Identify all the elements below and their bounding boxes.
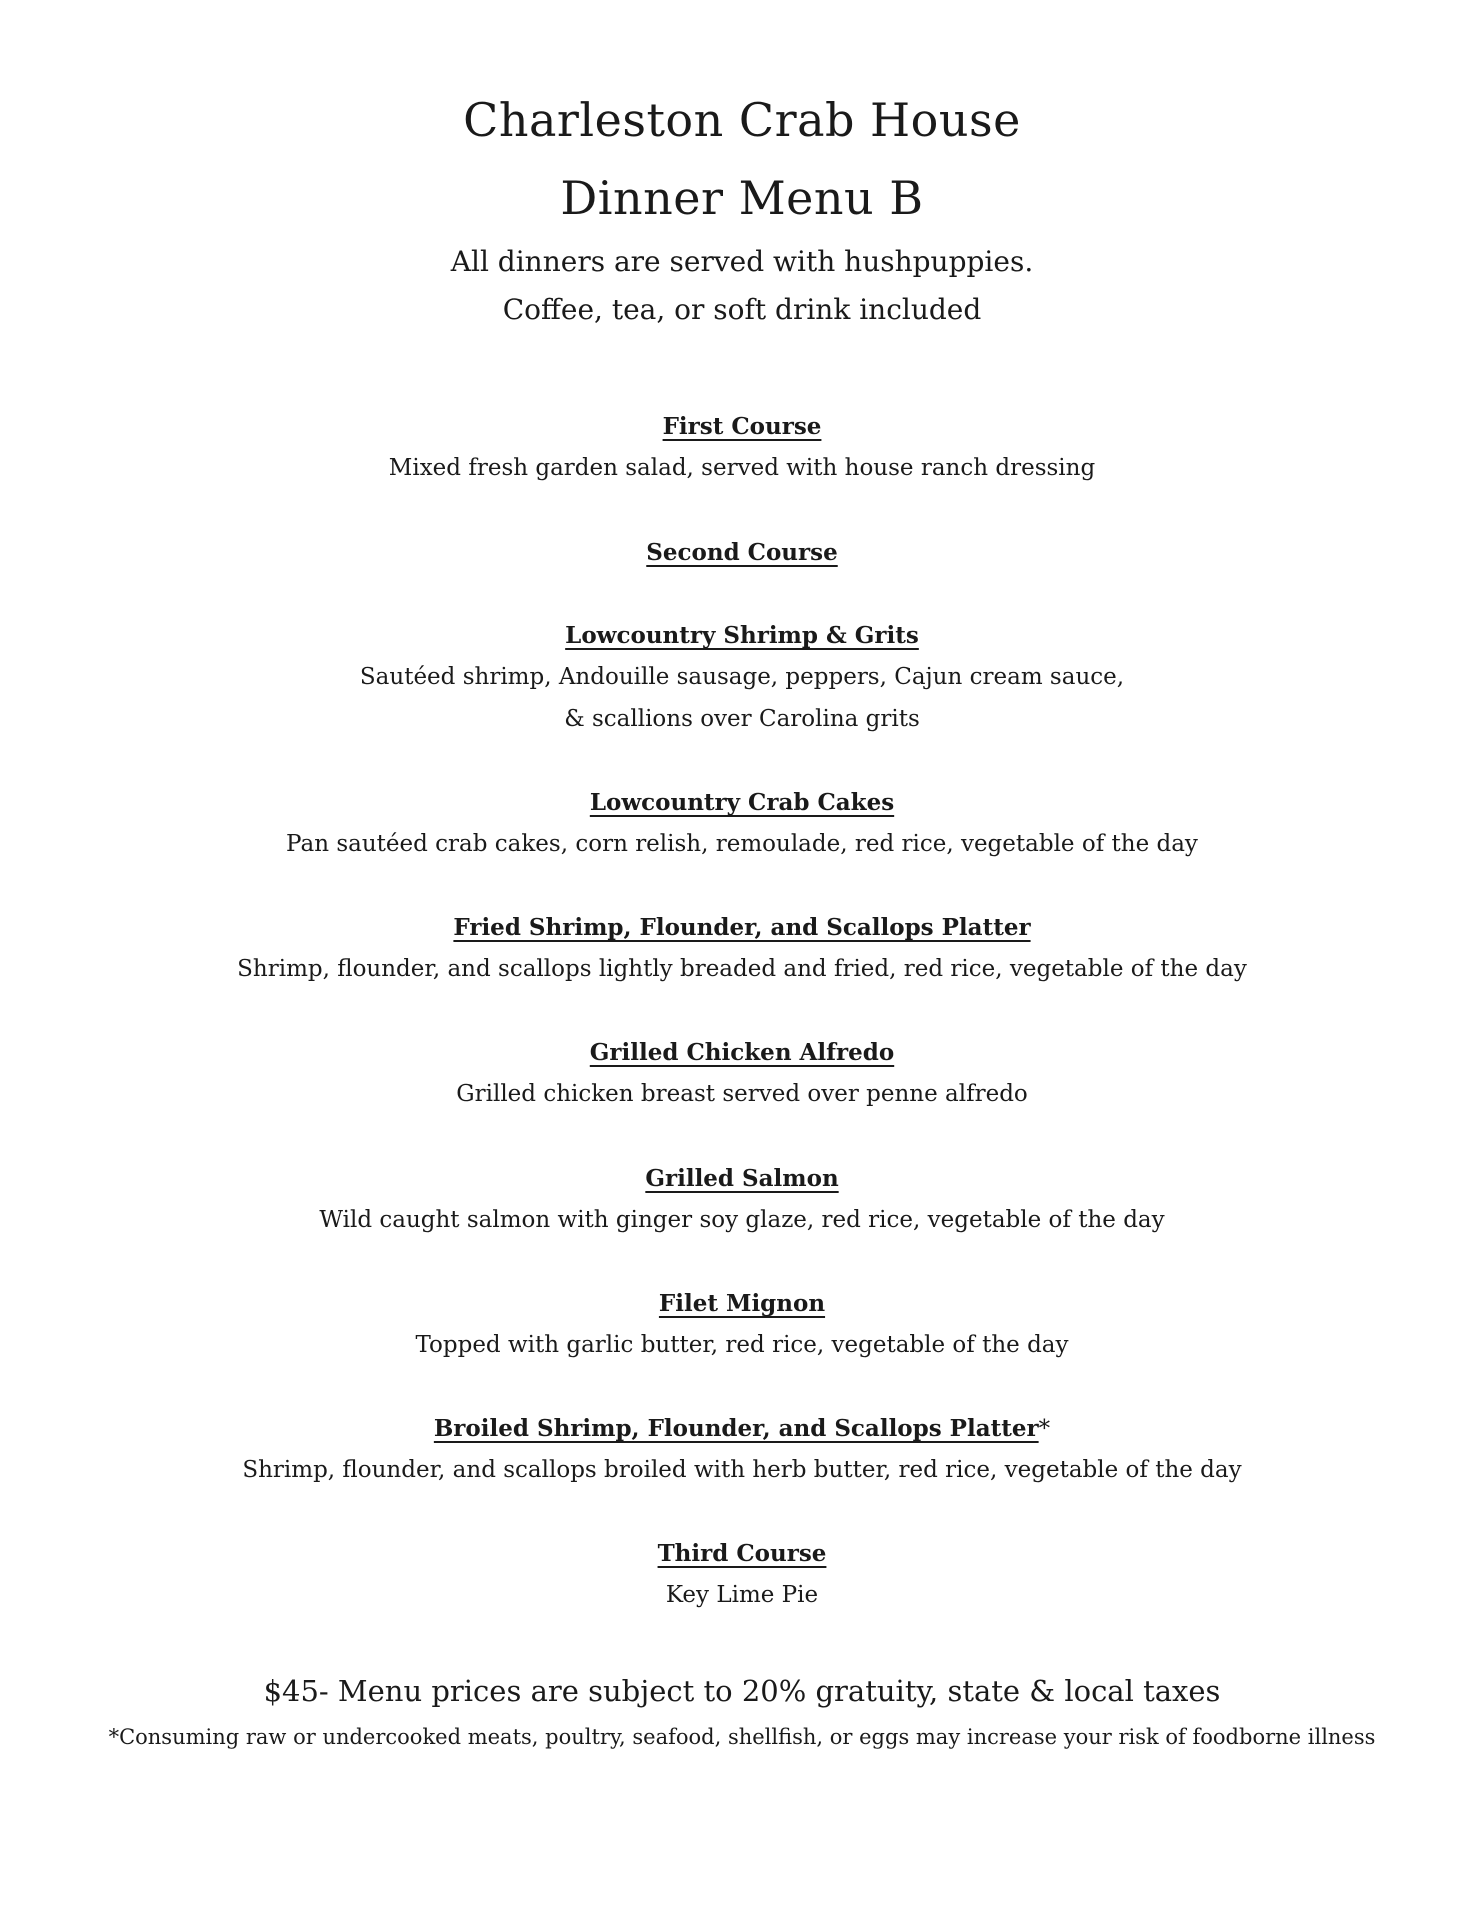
menu-item-name-row [0,1417,1484,1441]
intro-line-hushpuppies: All dinners are served with hushpuppies. [450,245,1034,278]
first-course-description: Mixed fresh garden salad, served with house ranch dressing [388,455,1096,481]
menu-item-name: Grilled Chicken Alfredo [589,1039,895,1066]
menu-item-description: Topped with garlic butter, red rice, vegetable of the day [415,1332,1069,1358]
raw-warning-marker: * [1038,1416,1051,1442]
menu-item-name: Lowcountry Crab Cakes [589,789,895,816]
menu-item-name: Fried Shrimp, Flounder, and Scallops Platter [453,914,1031,941]
menu-item-description: Shrimp, flounder, and scallops lightly breaded and fried, red rice, vegetable of the day [237,956,1247,982]
menu-item-description: & scallions over Carolina grits [564,706,920,732]
second-course-heading: Second Course [646,539,838,566]
menu-item-description: Sautéed shrimp, Andouille sausage, peppers, Cajun cream sauce, [359,664,1125,690]
third-course-description: Key Lime Pie [665,1582,819,1608]
menu-item-description: Wild caught salmon with ginger soy glaze, red rice, vegetable of the day [319,1207,1165,1233]
menu-item-description: Pan sautéed crab cakes, corn relish, remoulade, red rice, vegetable of the day [286,831,1198,857]
restaurant-name: Charleston Crab House [463,93,1021,147]
price-line: $45- Menu prices are subject to 20% gratuity, state & local taxes [263,1674,1221,1708]
menu-title: Dinner Menu B [560,171,924,225]
menu-item-name: Broiled Shrimp, Flounder, and Scallops Platter [433,1415,1039,1442]
first-course-heading: First Course [662,413,822,440]
intro-line-drinks: Coffee, tea, or soft drink included [502,293,982,326]
third-course-heading: Third Course [657,1540,827,1567]
menu-item-name: Grilled Salmon [645,1165,839,1192]
menu-item-name: Filet Mignon [658,1290,826,1317]
menu-item-description: Shrimp, flounder, and scallops broiled with herb butter, red rice, vegetable of the day [242,1457,1242,1483]
menu-item-description: Grilled chicken breast served over penne alfredo [456,1081,1028,1107]
menu-item-name: Lowcountry Shrimp & Grits [565,622,919,649]
foodborne-illness-disclaimer: *Consuming raw or undercooked meats, poultry, seafood, shellfish, or eggs may increase your risk of foodborne illness [108,1725,1376,1749]
